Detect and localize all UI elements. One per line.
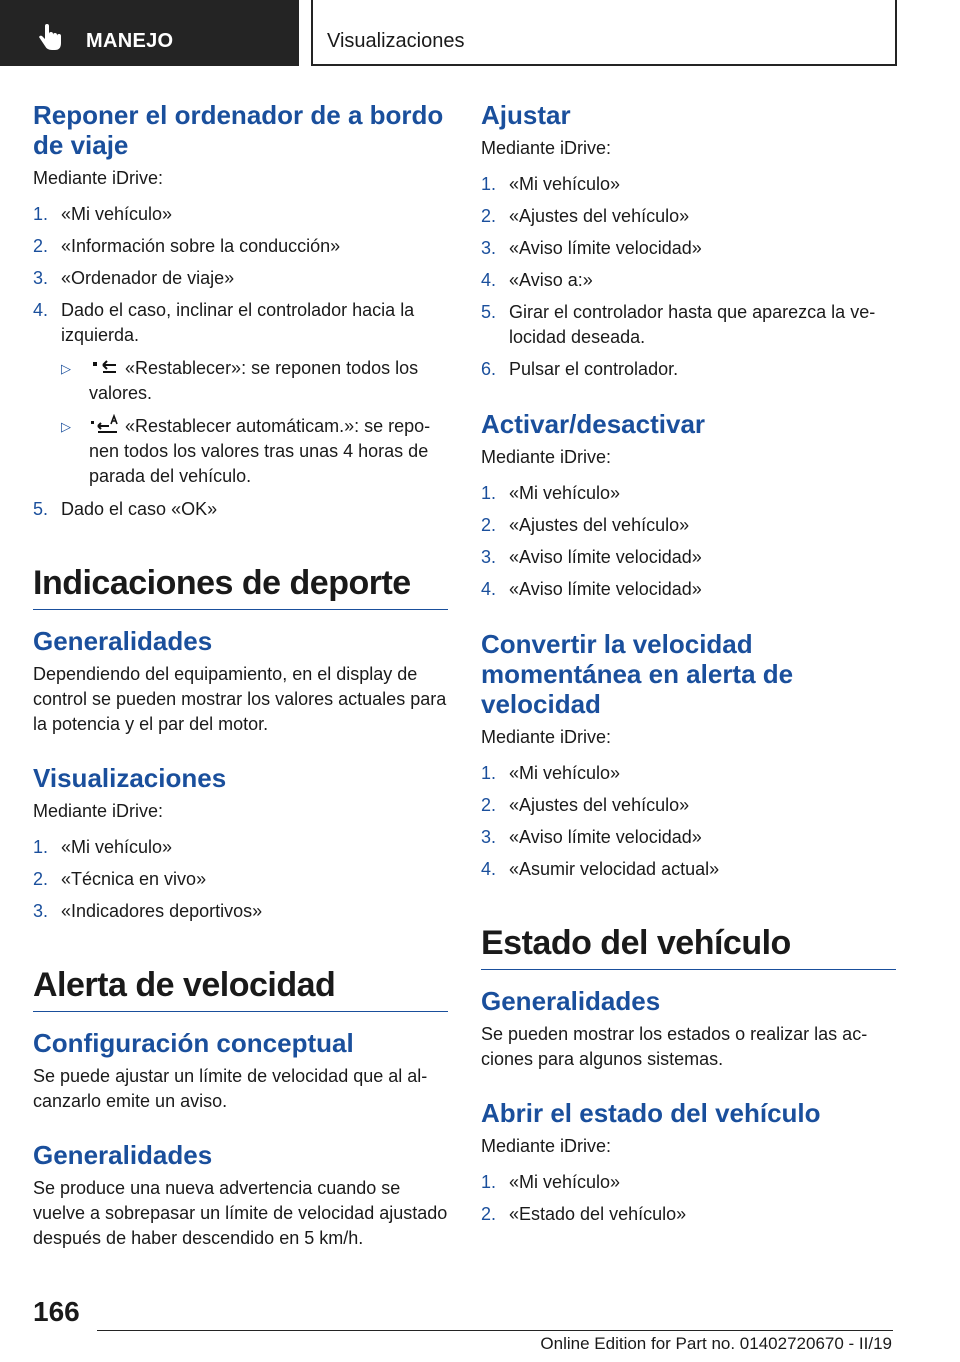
intro-text: Mediante iDrive: [33,801,164,821]
list-item: 3. «Indicadores deportivos» [33,901,263,921]
edition-footer: Online Edition for Part no. 01402720670 - II/19 [540,1334,892,1353]
intro-text: Mediante iDrive: [481,447,612,467]
list-item: 4. «Aviso a:» [481,270,593,290]
page-number: 166 [33,1296,80,1327]
hand-pointer-icon [38,24,64,52]
list-item: 2. «Ajustes del vehículo» [481,206,690,226]
list-item: 1. «Mi vehículo» [33,204,173,224]
footer-divider [97,1330,893,1331]
triangle-bullet-icon: ▷ [61,361,71,376]
body-text: Se produce una nueva advertencia cuando se vuelve a sobrepasar un límite de velocidad ajustado después de haber descendido en 5 km/h. [33,1178,448,1248]
left-column [33,100,448,1251]
sub-item: ▷ «Restablecer»: se reponen todos los valores. [61,358,419,403]
body-text: Se puede ajustar un límite de velocidad que al alcanzarlo emite un aviso. [33,1066,428,1111]
list-item: 1. «Mi vehículo» [481,1172,621,1192]
section-title: Visualizaciones [33,763,227,793]
body-text: Dependiendo del equipamiento, en el display de control se pueden mostrar los valores actuales para la potencia y el par del motor. [33,664,447,734]
breadcrumb-label: Visualizaciones [327,30,465,52]
list-item: 4. «Aviso límite velocidad» [481,579,702,599]
section-title: Configuración conceptual [33,1028,354,1058]
list-item: 4. «Asumir velocidad actual» [481,859,720,879]
list-item: 3. «Aviso límite velocidad» [481,547,702,567]
list-item: 3. «Ordenador de viaje» [33,268,235,288]
breadcrumb [311,0,897,66]
section-title: Generalidades [33,626,213,656]
section-title: Ajustar [481,100,571,130]
list-item: 1. «Mi vehículo» [481,483,621,503]
list-item: 4. Dado el caso, inclinar el controlador hacia la izquierda. ▷ «Restablecer»: se reponen todos los valores. ▷ «Restablecer automáticam.»: se reponen todos los valores tras unas 4 horas de parada del vehículo. [33,298,448,489]
list-item: 2. «Ajustes del vehículo» [481,515,690,535]
intro-text: Mediante iDrive: [481,1136,612,1156]
section-title: Generalidades [33,1140,213,1170]
steps-list [33,202,448,522]
section-title: Convertir la velocidad momentánea en alerta de velocidad [481,629,794,719]
list-item: 5. Dado el caso «OK» [33,499,218,519]
intro-text: Mediante iDrive: [481,138,612,158]
intro-text: Mediante iDrive: [481,727,612,747]
list-item: 2. «Ajustes del vehículo» [481,795,690,815]
chapter-heading: Indicaciones de deporte [33,563,448,610]
steps-list [481,761,896,882]
section-title: Abrir el estado del vehículo [481,1098,821,1128]
list-item: 2. «Técnica en vivo» [33,869,207,889]
steps-list [33,835,448,924]
chapter-label: MANEJO [86,30,174,52]
auto-reset-icon [89,414,119,436]
sub-list [61,356,448,489]
chapter-heading: Alerta de velocidad [33,965,448,1012]
list-item: 1. «Mi vehículo» [481,174,621,194]
list-item: 3. «Aviso límite velocidad» [481,827,702,847]
list-item: 1. «Mi vehículo» [481,763,621,783]
reset-arrow-icon [89,356,119,378]
list-item: 5. Girar el controlador hasta que aparezca la velocidad deseada. [481,302,876,347]
steps-list [481,481,896,602]
steps-list [481,1170,896,1227]
section-title: Reponer el ordenador de a bordo de viaje [33,100,444,160]
list-item: 6. Pulsar el controlador. [481,359,679,379]
list-item: 2. «Información sobre la conducción» [33,236,341,256]
chapter-tab [0,0,299,66]
section-title: Activar/desactivar [481,409,706,439]
list-item: 3. «Aviso límite velocidad» [481,238,702,258]
steps-list [481,172,896,382]
list-item: 2. «Estado del vehículo» [481,1204,687,1224]
triangle-bullet-icon: ▷ [61,419,71,434]
body-text: Se pueden mostrar los estados o realizar las acciones para algunos sistemas. [481,1024,868,1069]
list-item: 1. «Mi vehículo» [33,837,173,857]
right-column [481,100,896,1234]
intro-text: Mediante iDrive: [33,168,164,188]
section-title: Generalidades [481,986,661,1016]
chapter-heading: Estado del vehículo [481,923,896,970]
sub-item: ▷ «Restablecer automáticam.»: se reponen todos los valores tras unas 4 horas de parada del vehículo. [61,416,431,486]
